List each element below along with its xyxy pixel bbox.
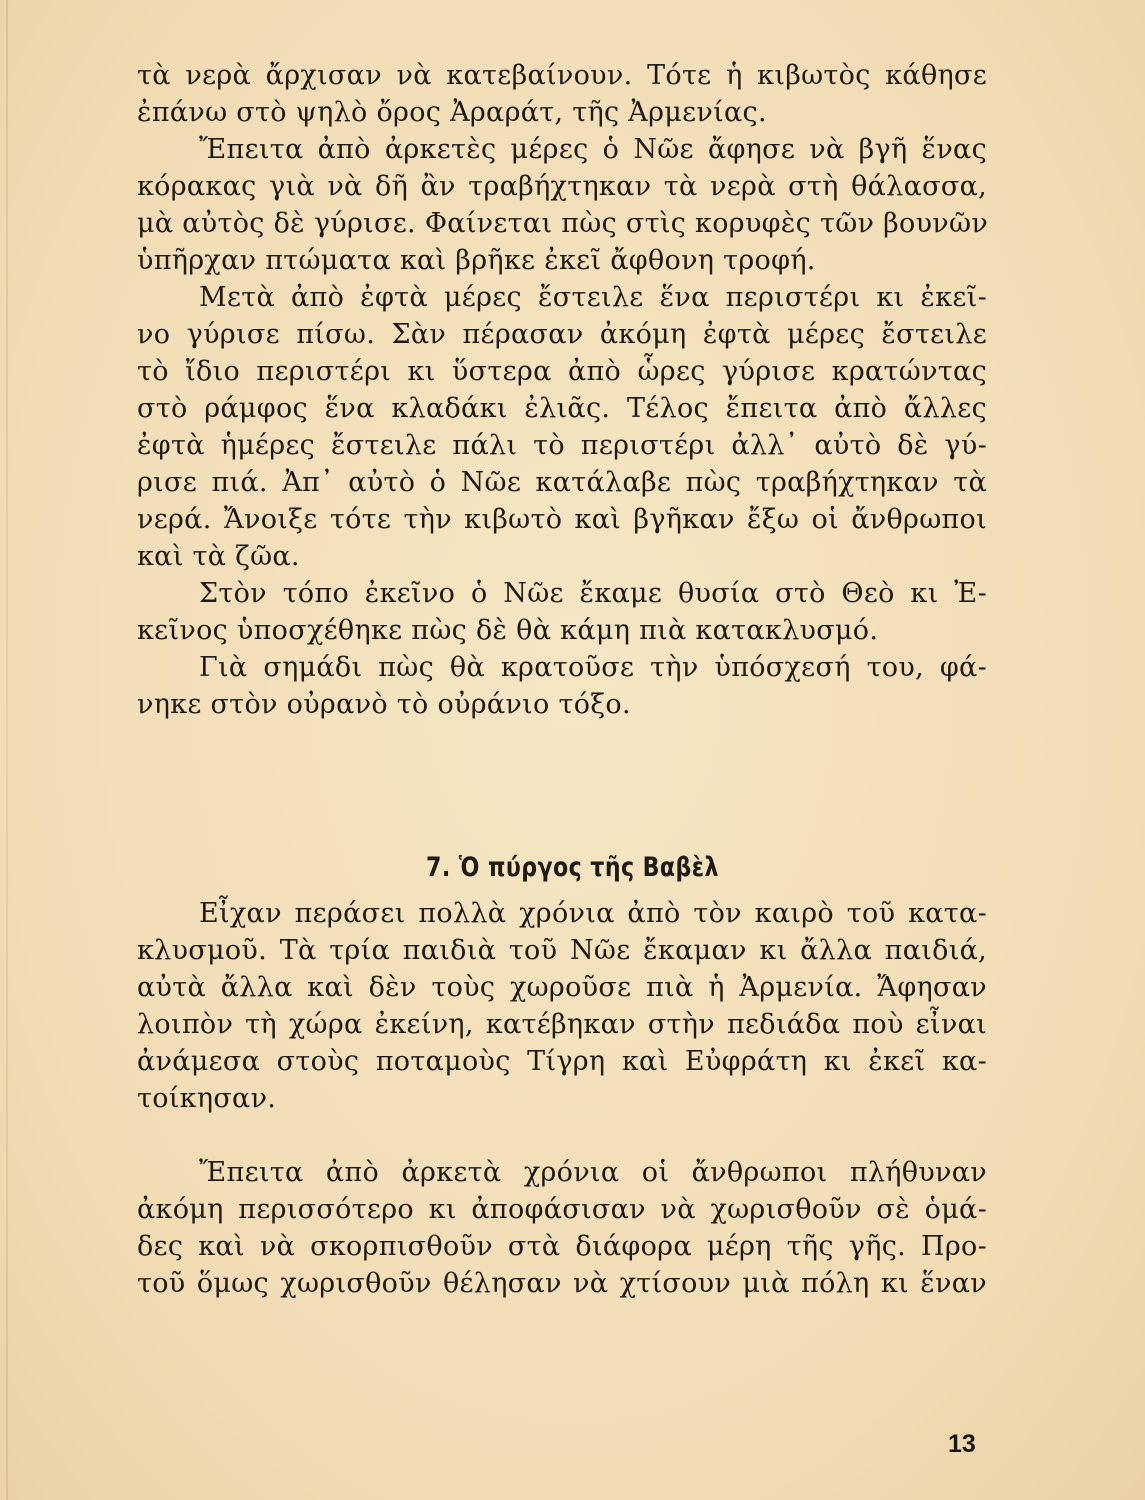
text-line: νερά. Ἄνοιξε τότε τὴν κιβωτὸ καὶ βγῆκαν ἔξω οἱ ἄνθρωποι xyxy=(137,504,987,535)
text-line: λοιπὸν τὴ χώρα ἐκείνη, κατέβηκαν στὴν πεδιάδα ποὺ εἶναι xyxy=(137,1009,987,1040)
text-line: τὸ ἴδιο περιστέρι κι ὕστερα ἀπὸ ὧρες γύρισε κρατώντας xyxy=(137,356,987,387)
text-line: ἐφτὰ ἡμέρες ἔστειλε πάλι τὸ περιστέρι ἀλλ᾽ αὐτὸ δὲ γύ- xyxy=(137,430,987,461)
text-line: νο γύρισε πίσω. Σὰν πέρασαν ἀκόμη ἐφτὰ μέρες ἔστειλε xyxy=(137,319,987,350)
text-line: Ἔπειτα ἀπὸ ἀρκετὲς μέρες ὁ Νῶε ἄφησε νὰ βγῆ ἕνας xyxy=(199,134,987,165)
text-line: κλυσμοῦ. Τὰ τρία παιδιὰ τοῦ Νῶε ἔκαμαν κι ἄλλα παιδιά, xyxy=(137,935,987,966)
text-line: κεῖνος ὑποσχέθηκε πὼς δὲ θὰ κάμη πιὰ κατακλυσμό. xyxy=(137,615,879,646)
text-line: μὰ αὐτὸς δὲ γύρισε. Φαίνεται πὼς στὶς κορυφὲς τῶν βουνῶν xyxy=(137,208,989,239)
text-line: τοῦ ὅμως χωρισθοῦν θέλησαν νὰ χτίσουν μιὰ πόλη κι ἕναν xyxy=(137,1268,987,1299)
text-line: τοίκησαν. xyxy=(137,1083,277,1114)
text-section-babel-2 xyxy=(137,1154,987,1302)
text-line: ἀκόμη περισσότερο κι ἀποφάσισαν νὰ χωρισθοῦν σὲ ὁμά- xyxy=(137,1194,987,1225)
page-number: 13 xyxy=(948,1430,976,1458)
text-line: καὶ τὰ ζῶα. xyxy=(137,541,300,572)
text-line: ρισε πιά. Ἀπ᾽ αὐτὸ ὁ Νῶε κατάλαβε πὼς τραβήχτηκαν τὰ xyxy=(137,467,987,498)
text-section-babel-1 xyxy=(137,895,987,1117)
page-edge xyxy=(6,0,8,1500)
text-line: στὸ ράμφος ἕνα κλαδάκι ἐλιᾶς. Τέλος ἔπειτα ἀπὸ ἄλλες xyxy=(137,393,987,424)
text-line: αὐτὰ ἄλλα καὶ δὲν τοὺς χωροῦσε πιὰ ἡ Ἀρμενία. Ἄφησαν xyxy=(137,972,987,1003)
text-section-flood xyxy=(137,57,987,723)
text-line: ἀνάμεσα στοὺς ποταμοὺς Τίγρη καὶ Εὐφράτη κι ἐκεῖ κα- xyxy=(137,1046,987,1077)
text-line: Στὸν τόπο ἐκεῖνο ὁ Νῶε ἔκαμε θυσία στὸ Θεὸ κι Ἐ- xyxy=(199,578,987,609)
text-line: ἐπάνω στὸ ψηλὸ ὄρος Ἀραράτ, τῆς Ἀρμενίας. xyxy=(137,97,767,128)
text-line: Γιὰ σημάδι πὼς θὰ κρατοῦσε τὴν ὑπόσχεσή του, φά- xyxy=(199,652,987,683)
text-line: Ἔπειτα ἀπὸ ἀρκετὰ χρόνια οἱ ἄνθρωποι πλήθυναν xyxy=(199,1157,987,1188)
text-line: κόρακας γιὰ νὰ δῆ ἂν τραβήχτηκαν τὰ νερὰ στὴ θάλασσα, xyxy=(137,171,987,202)
text-line: δες καὶ νὰ σκορπισθοῦν στὰ διάφορα μέρη τῆς γῆς. Προ- xyxy=(137,1231,987,1262)
text-line: ὑπῆρχαν πτώματα καὶ βρῆκε ἐκεῖ ἄφθονη τροφή. xyxy=(137,245,816,276)
text-line: νηκε στὸν οὐρανὸ τὸ οὐράνιο τόξο. xyxy=(137,689,631,720)
chapter-heading: 7. Ὁ πύργος τῆς Βαβὲλ xyxy=(426,852,719,883)
text-line: Εἶχαν περάσει πολλὰ χρόνια ἀπὸ τὸν καιρὸ τοῦ κατα- xyxy=(199,898,987,929)
text-line: Μετὰ ἀπὸ ἐφτὰ μέρες ἔστειλε ἕνα περιστέρι κι ἐκεῖ- xyxy=(199,282,987,313)
text-line: τὰ νερὰ ἄρχισαν νὰ κατεβαίνουν. Τότε ἡ κιβωτὸς κάθησε xyxy=(137,60,987,91)
